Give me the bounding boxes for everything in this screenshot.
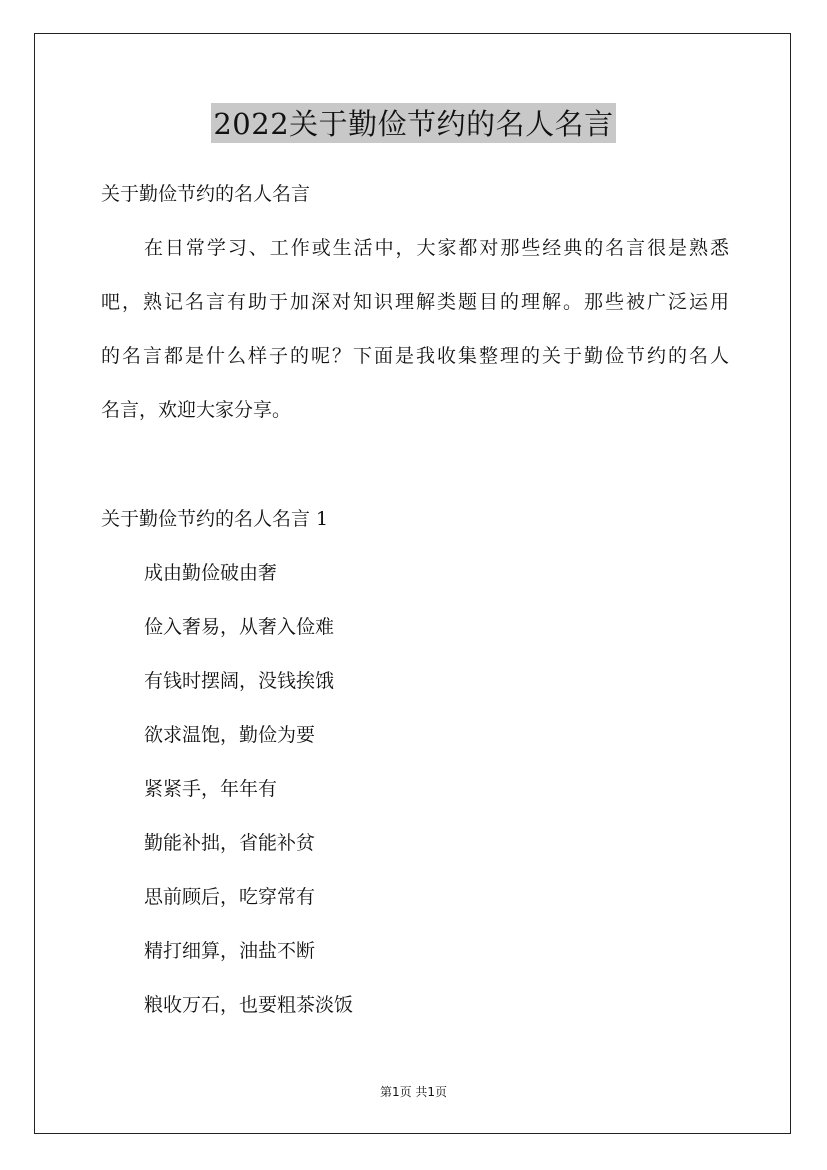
intro-line-2: 吧，熟记名言有助于加深对知识理解类题目的理解。那些被广泛运用 <box>101 291 729 313</box>
quote-item: 有钱时摆阔，没钱挨饿 <box>144 670 335 692</box>
quote-item: 紧紧手，年年有 <box>144 778 278 800</box>
document-subtitle: 关于勤俭节约的名人名言 <box>101 183 311 205</box>
page-footer: 第1页 共1页 <box>379 1085 448 1099</box>
intro-line-3: 的名言都是什么样子的呢？下面是我收集整理的关于勤俭节约的名人 <box>101 345 729 367</box>
quote-item: 粮收万石，也要粗茶淡饭 <box>144 994 354 1016</box>
title-container <box>0 103 827 143</box>
quote-item: 精打细算，油盐不断 <box>144 940 316 962</box>
quote-item: 勤能补拙，省能补贫 <box>144 832 316 854</box>
intro-line-4: 名言，欢迎大家分享。 <box>101 399 292 421</box>
document-title: 2022关于勤俭节约的名人名言 <box>211 103 615 143</box>
quote-item: 思前顾后，吃穿常有 <box>144 886 316 908</box>
quote-item: 成由勤俭破由奢 <box>144 562 278 584</box>
intro-line-1: 在日常学习、工作或生活中，大家都对那些经典的名言很是熟悉 <box>144 237 729 259</box>
section-heading: 关于勤俭节约的名人名言 1 <box>101 508 329 530</box>
quote-item: 欲求温饱，勤俭为要 <box>144 724 316 746</box>
quote-item: 俭入奢易，从奢入俭难 <box>144 616 335 638</box>
